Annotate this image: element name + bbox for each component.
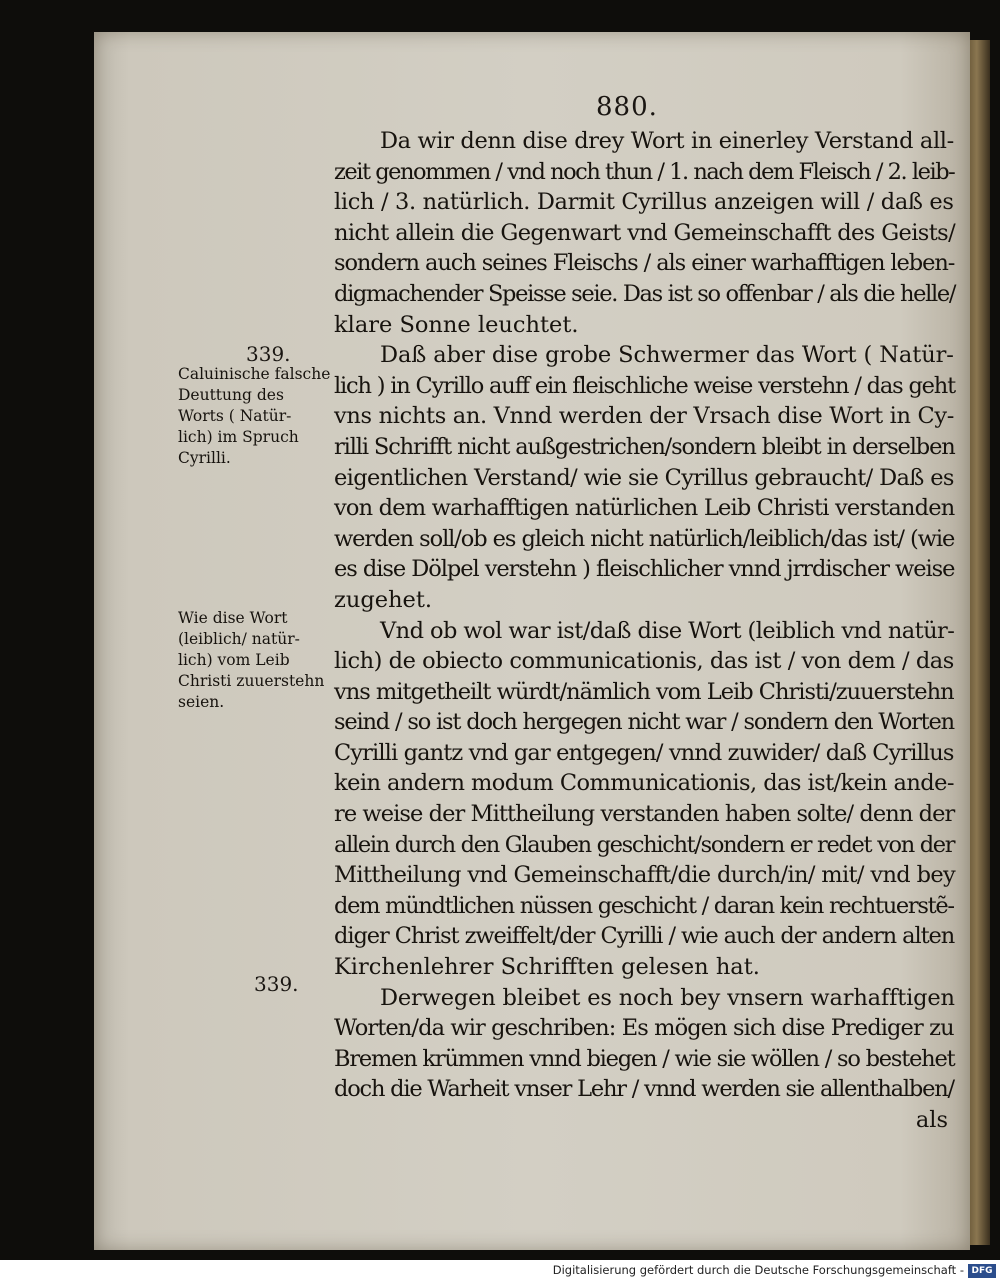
margin-note-line: lich) vom Leib <box>178 651 290 669</box>
text-line: zugehet. <box>334 586 433 613</box>
page-number: 880. <box>596 92 658 122</box>
margin-note-line: Christi zuuerstehn <box>178 672 325 690</box>
text-line: allein durch den Glauben geschicht/sondern er redet von der <box>334 831 955 858</box>
text-line: nicht allein die Gegenwart vnd Gemeinschafft des Geists/ <box>334 219 956 246</box>
text-line: von dem warhafftigen natürlichen Leib Christi verstanden <box>334 495 955 522</box>
text-line: rilli Schrifft nicht außgestrichen/sondern bleibt in derselben <box>334 433 955 460</box>
text-line: als <box>915 1107 948 1133</box>
text-line: sondern auch seines Fleischs / als einer warhafftigen leben- <box>334 250 955 277</box>
margin-note-line: (leiblich/ natür- <box>178 630 300 648</box>
margin-note-line: Cyrilli. <box>178 449 231 467</box>
text-line: klare Sonne leuchtet. <box>334 311 579 338</box>
text-line: re weise der Mittheilung verstanden haben solte/ denn der <box>334 801 955 828</box>
text-line: Daß aber dise grobe Schwermer das Wort ( Natür- <box>380 342 954 369</box>
dfg-logo: DFG <box>968 1264 996 1278</box>
text-line: lich) de obiecto communicationis, das ist / von dem / das <box>334 648 954 675</box>
text-line: vns nichts an. Vnnd werden der Vrsach dise Wort in Cy- <box>334 403 955 430</box>
body-text <box>334 126 954 1136</box>
text-line: lich / 3. natürlich. Darmit Cyrillus anzeigen will / daß es <box>334 189 954 216</box>
text-line: kein andern modum Communicationis, das ist/kein ande- <box>334 770 954 797</box>
margin-note-line: Caluinische falsche <box>178 365 331 383</box>
margin-note-line: lich) im Spruch <box>178 428 299 446</box>
text-line: Vnd ob wol war ist/daß dise Wort (leiblich vnd natür- <box>380 617 955 644</box>
margin-number: 339. <box>254 972 299 996</box>
text-line: eigentlichen Verstand/ wie sie Cyrillus gebraucht/ Daß es <box>334 464 954 491</box>
footer-credit: Digitalisierung gefördert durch die Deutsche Forschungsgemeinschaft - <box>552 1263 964 1277</box>
book-page-edge <box>968 40 990 1245</box>
text-line: seind / so ist doch hergegen nicht war / sondern den Worten <box>334 709 954 736</box>
text-line: Derwegen bleibet es noch bey vnsern warhafftigen <box>380 984 955 1011</box>
margin-note-line: Worts ( Natür- <box>178 407 292 425</box>
text-line: Da wir denn dise drey Wort in einerley Verstand all- <box>380 128 954 154</box>
footer-bar <box>0 1260 1000 1282</box>
margin-note-line: Wie dise Wort <box>178 609 288 627</box>
text-line: Bremen krümmen vnnd biegen / wie sie wöllen / so bestehet <box>334 1045 955 1072</box>
text-line: es dise Dölpel verstehn ) fleischlicher vnnd jrrdischer weise <box>334 556 955 583</box>
margin-number: 339. <box>246 342 291 366</box>
margin-note-line: seien. <box>178 693 225 711</box>
text-line: diger Christ zweiffelt/der Cyrilli / wie auch der andern alten <box>334 923 955 950</box>
margin-note <box>178 364 338 469</box>
text-line: Cyrilli gantz vnd gar entgegen/ vnnd zuwider/ daß Cyrillus <box>334 739 954 766</box>
text-line: Worten/da wir geschriben: Es mögen sich dise Prediger zu <box>334 1015 954 1042</box>
text-line: lich ) in Cyrillo auff ein fleischliche weise verstehn / das geht <box>334 372 955 399</box>
text-line: vns mitgetheilt würdt/nämlich vom Leib Christi/zuuerstehn <box>334 678 954 705</box>
text-line: Mittheilung vnd Gemeinschafft/die durch/in/ mit/ vnd bey <box>334 862 956 889</box>
margin-note <box>178 608 338 713</box>
text-line: zeit genommen / vnd noch thun / 1. nach dem Fleisch / 2. leib- <box>334 158 955 185</box>
text-line: doch die Warheit vnser Lehr / vnnd werden sie allenthalben/ <box>334 1076 954 1103</box>
text-line: werden soll/ob es gleich nicht natürlich/leiblich/das ist/ (wie <box>334 525 955 552</box>
text-line: Kirchenlehrer Schrifften gelesen hat. <box>334 954 760 981</box>
text-line: digmachender Speisse seie. Das ist so offenbar / als die helle/ <box>334 280 956 307</box>
margin-note-line: Deuttung des <box>178 386 284 404</box>
text-line: dem mündtlichen nüssen geschicht / daran kein rechtuerstẽ- <box>334 892 954 919</box>
